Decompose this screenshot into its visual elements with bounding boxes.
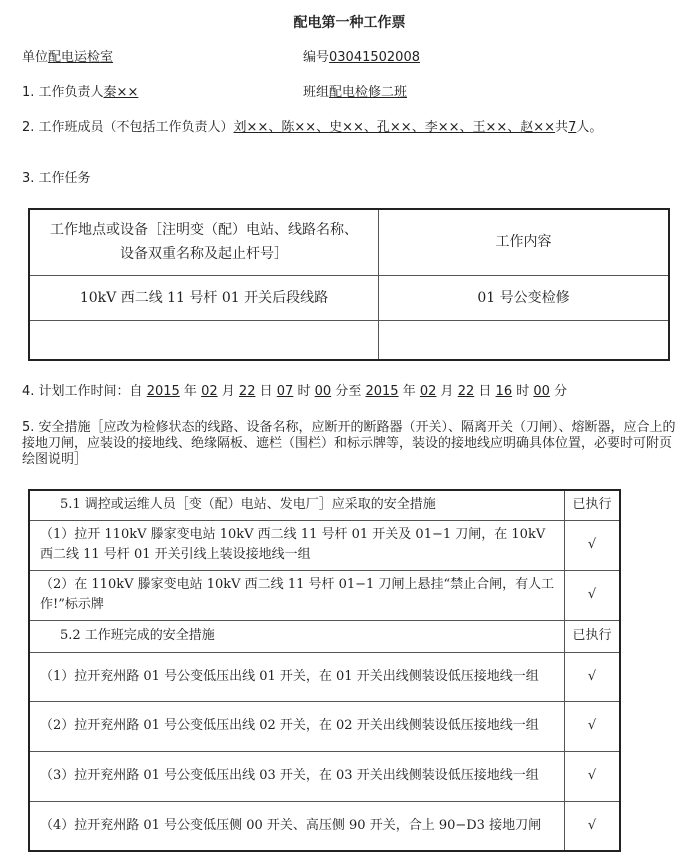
executed-check: √ <box>565 801 621 851</box>
unit-value: 配电运检室 <box>48 50 114 65</box>
from-day: 22 <box>238 384 256 399</box>
schedule-line <box>22 384 567 400</box>
section2-status-header: 已执行 <box>565 620 621 652</box>
section1-title: 5.1 调控或运维人员［变（配）电站、发电厂］应采取的安全措施 <box>29 490 565 520</box>
from-minute: 00 <box>314 384 332 399</box>
day-unit: 日 <box>478 384 492 399</box>
section2-header-row <box>29 620 620 652</box>
year-unit: 年 <box>183 384 197 399</box>
unit-label: 单位 <box>22 50 49 65</box>
executed-check: √ <box>565 652 621 701</box>
page-title: 配电第一种工作票 <box>293 15 406 31</box>
members-value: 刘××、陈××、史××、孔××、李××、王××、赵×× <box>233 120 556 135</box>
to-label: 至 <box>348 384 362 399</box>
task-label: 3. 工作任务 <box>22 171 91 186</box>
from-month: 02 <box>201 384 218 399</box>
leader-label: 1. 工作负责人 <box>22 85 104 100</box>
safety-label: 5. 安全措施［应改为检修状态的线路、设备名称，应断开的断路器（开关）、隔离开关（刀闸）、熔断器，应合上的接地刀闸，应装设的接地线、绝缘隔板、遮栏（围栏）和标示牌等，装设的接地线应明确具体位置，必要时可附页绘图说明］ <box>22 420 676 467</box>
serial-value: 03041502008 <box>329 50 420 65</box>
leader-line <box>22 85 138 101</box>
month-unit: 月 <box>440 384 454 399</box>
team-value: 配电检修二班 <box>329 85 408 100</box>
members-line <box>22 120 682 136</box>
month-unit: 月 <box>221 384 235 399</box>
safety-measure: （1）拉开 110kV 滕家变电站 10kV 西二线 11 号杆 01 开关及 01−1 刀闸，在 10kV 西二线 11 号杆 01 开关引线上装设接地线一组 <box>29 520 565 570</box>
task-header-content: 工作内容 <box>379 209 670 275</box>
hour-unit: 时 <box>516 384 530 399</box>
serial-label: 编号 <box>303 50 330 65</box>
task-row <box>29 320 669 360</box>
to-day: 22 <box>457 384 475 399</box>
members-label: 2. 工作班成员（不包括工作负责人） <box>22 120 234 135</box>
task-location-cell: 10kV 西二线 11 号杆 01 开关后段线路 <box>29 275 379 320</box>
hour-unit: 时 <box>297 384 311 399</box>
executed-check: √ <box>565 701 621 751</box>
task-content-cell: 01 号公变检修 <box>379 275 670 320</box>
from-hour: 07 <box>276 384 294 399</box>
day-unit: 日 <box>259 384 273 399</box>
section2-title: 5.2 工作班完成的安全措施 <box>29 620 565 652</box>
safety-row <box>29 751 620 801</box>
safety-measure: （2）在 110kV 滕家变电站 10kV 西二线 11 号杆 01−1 刀闸上悬挂“禁止合闸，有人工作!”标示牌 <box>29 570 565 620</box>
executed-check: √ <box>565 570 621 620</box>
task-row <box>29 275 669 320</box>
minute-unit: 分 <box>335 384 349 399</box>
executed-check: √ <box>565 520 621 570</box>
safety-row <box>29 701 620 751</box>
schedule-label: 4. 计划工作时间：自 <box>22 384 143 399</box>
to-month: 02 <box>419 384 437 399</box>
task-location-cell <box>29 320 379 360</box>
to-year: 2015 <box>365 384 399 399</box>
safety-table <box>28 489 621 852</box>
task-content-cell <box>379 320 670 360</box>
task-header-location: 工作地点或设备［注明变（配）电站、线路名称、设备双重名称及起止杆号］ <box>29 209 379 275</box>
task-table <box>28 208 670 361</box>
team-label: 班组 <box>303 85 330 100</box>
members-count: 7 <box>568 120 577 135</box>
task-header-row <box>29 209 669 275</box>
safety-measure: （1）拉开兖州路 01 号公变低压出线 01 开关，在 01 开关出线侧装设低压接地线一组 <box>29 652 565 701</box>
safety-row <box>29 520 620 570</box>
year-unit: 年 <box>402 384 416 399</box>
section1-header-row <box>29 490 620 520</box>
safety-measure: （4）拉开兖州路 01 号公变低压侧 00 开关、高压侧 90 开关，合上 90−D3 接地刀闸 <box>29 801 565 851</box>
section1-status-header: 已执行 <box>565 490 621 520</box>
members-count-suffix: 人。 <box>576 120 603 135</box>
safety-row <box>29 801 620 851</box>
safety-row <box>29 652 620 701</box>
safety-row <box>29 570 620 620</box>
unit-line <box>22 50 113 66</box>
serial-line <box>303 50 420 66</box>
members-count-prefix: 共 <box>555 120 569 135</box>
leader-value: 秦×× <box>103 85 139 100</box>
safety-measure: （3）拉开兖州路 01 号公变低压出线 03 开关，在 03 开关出线侧装设低压接地线一组 <box>29 751 565 801</box>
minute-unit: 分 <box>554 384 568 399</box>
team-line <box>303 85 407 101</box>
to-hour: 16 <box>495 384 513 399</box>
executed-check: √ <box>565 751 621 801</box>
safety-measure: （2）拉开兖州路 01 号公变低压出线 02 开关，在 02 开关出线侧装设低压接地线一组 <box>29 701 565 751</box>
to-minute: 00 <box>533 384 550 399</box>
from-year: 2015 <box>146 384 180 399</box>
